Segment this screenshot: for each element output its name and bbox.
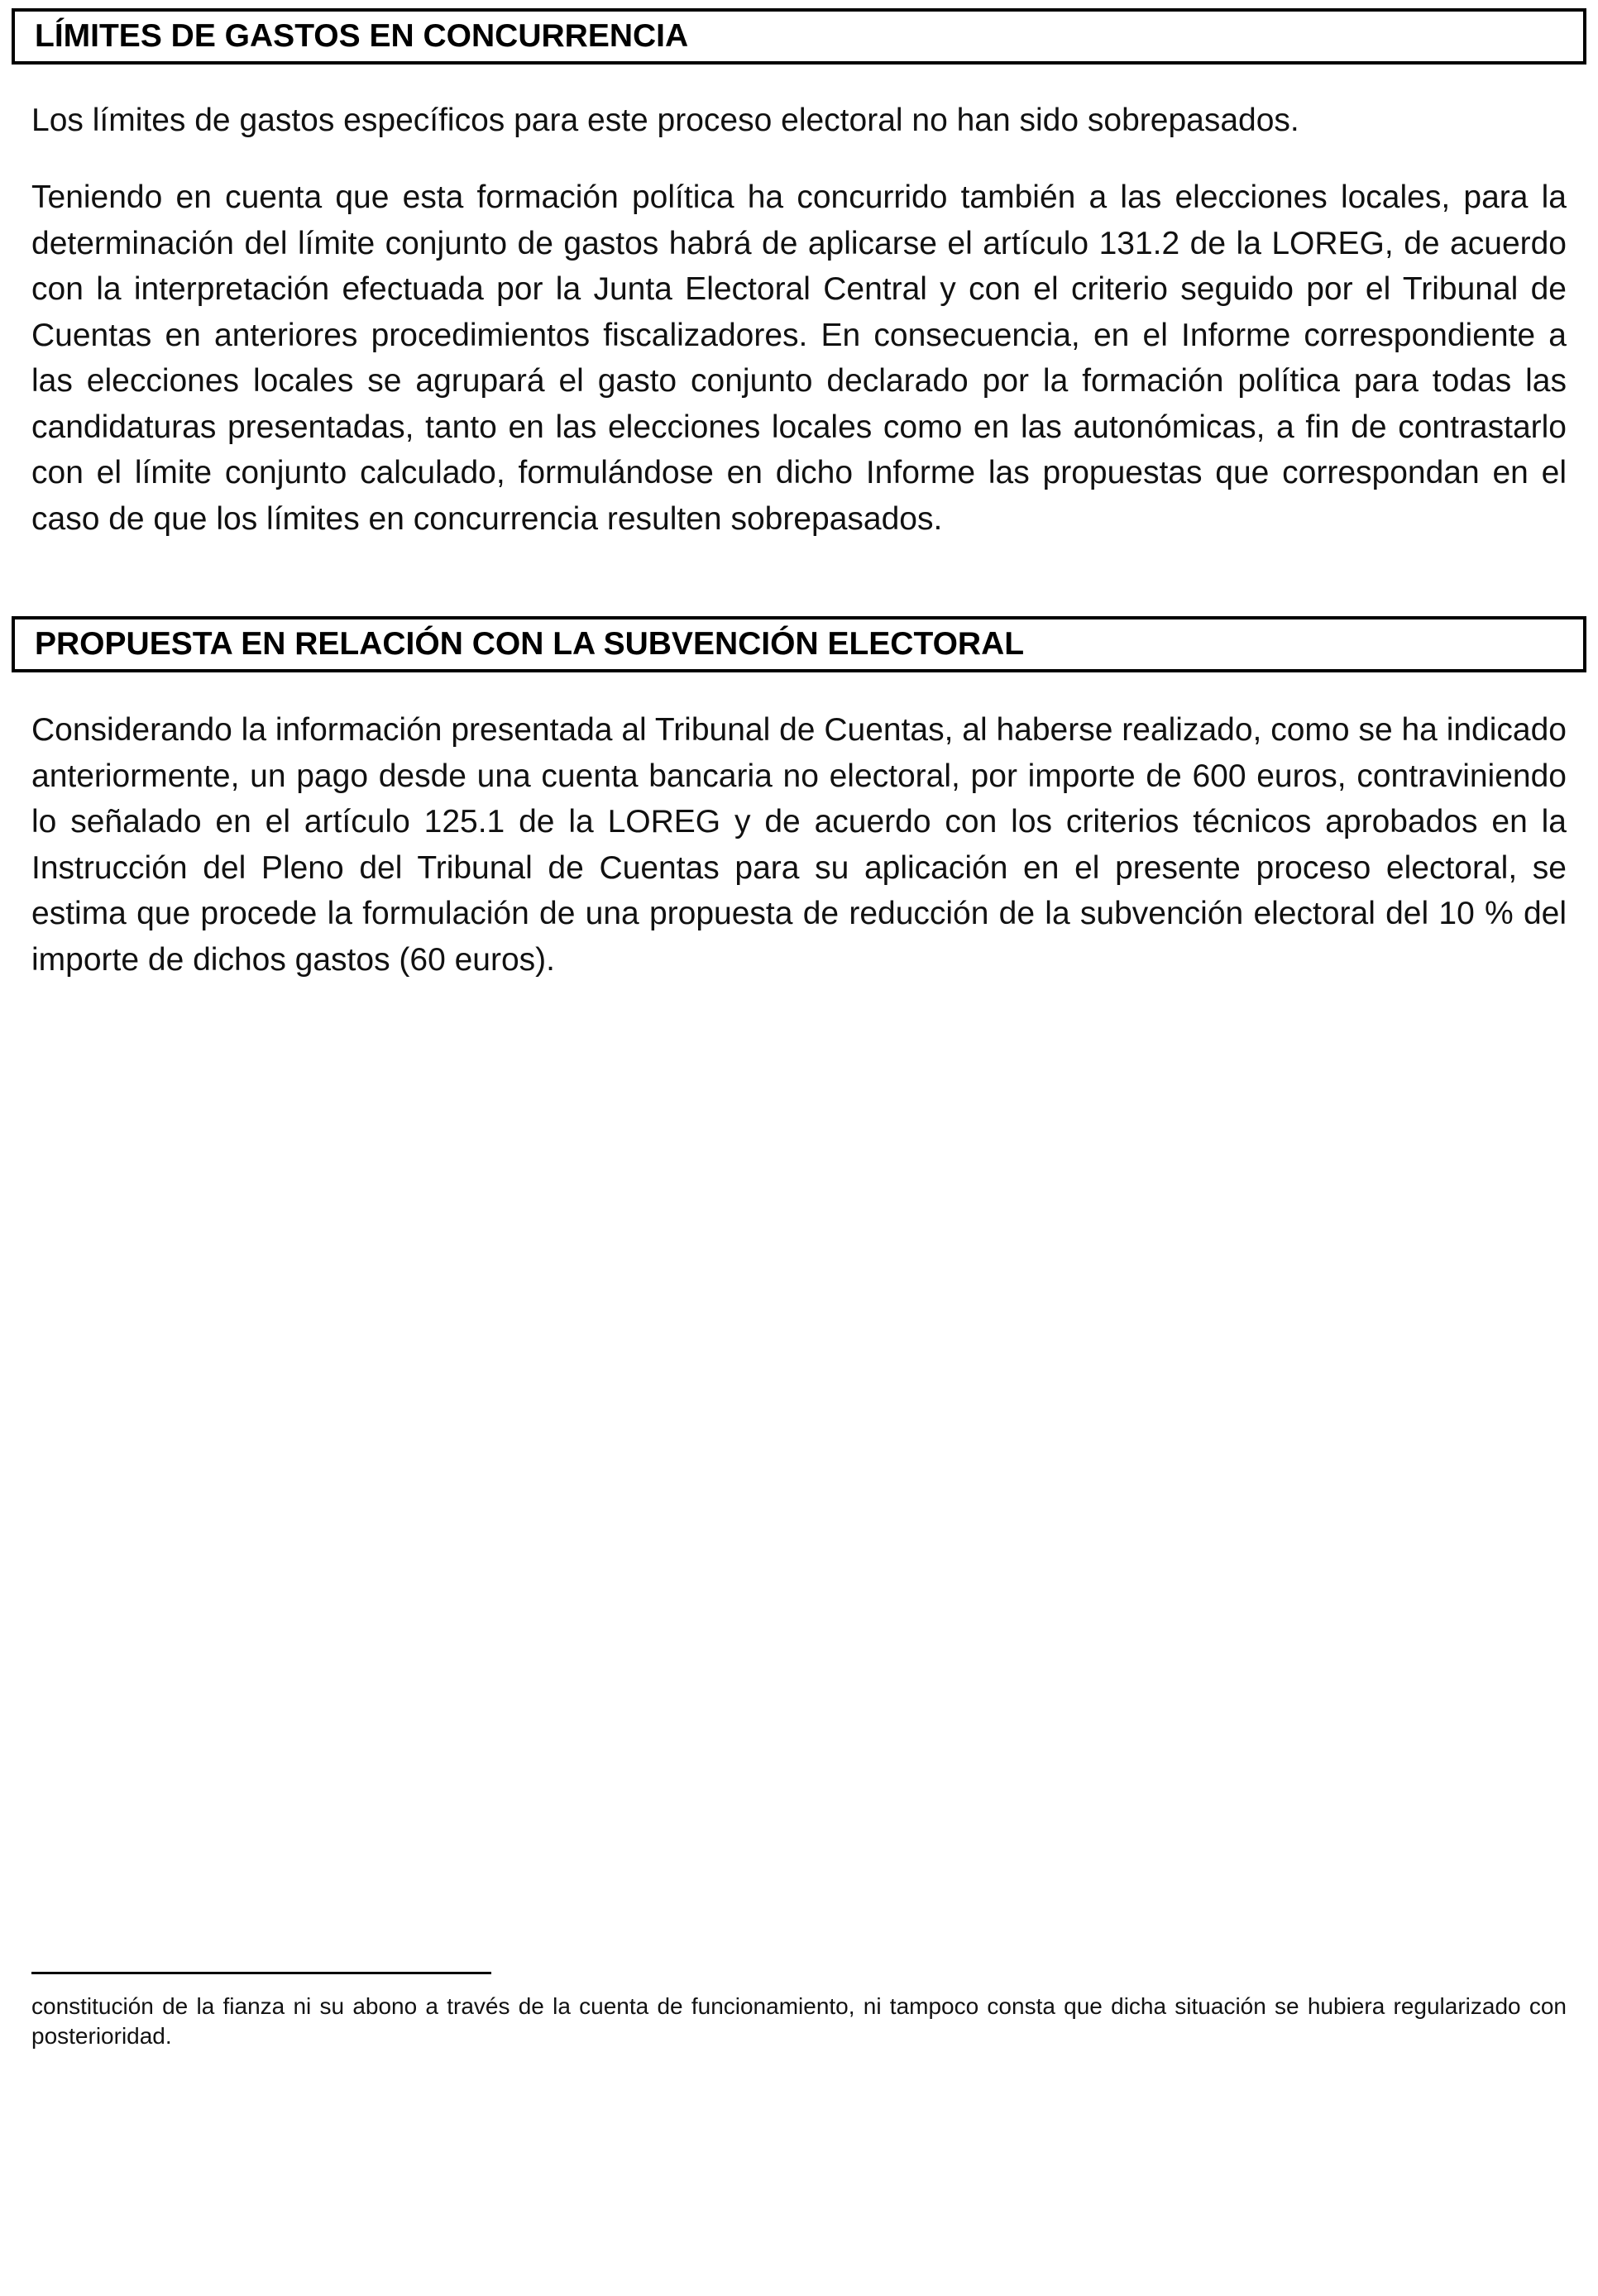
section-title: LÍMITES DE GASTOS EN CONCURRENCIA bbox=[35, 18, 689, 54]
footnote-text: constitución de la fianza ni su abono a través de la cuenta de funcionamiento, ni tampoco consta que dicha situación se hubiera regularizado con posterioridad. bbox=[31, 1993, 1567, 2049]
footnote-divider bbox=[31, 1972, 491, 1974]
paragraph: Los límites de gastos específicos para este proceso electoral no han sido sobrepasados. bbox=[31, 103, 1299, 138]
section-title: PROPUESTA EN RELACIÓN CON LA SUBVENCIÓN ELECTORAL bbox=[35, 626, 1025, 662]
paragraph: Considerando la información presentada al Tribunal de Cuentas, al haberse realizado, como se ha indicado anteriormente, un pago desde una cuenta bancaria no electoral, por importe de 600 euros, contraviniendo lo señalado en el artículo 125.1 de la LOREG y de acuerdo con los criterios técnicos aprobados en la Instrucción del Pleno del Tribunal de Cuentas para su aplicación en el presente proceso electoral, se estima que procede la formulación de una propuesta de reducción de la subvención electoral del 10 % del importe de dichos gastos (60 euros). bbox=[31, 712, 1567, 978]
paragraph: Teniendo en cuenta que esta formación política ha concurrido también a las elecciones locales, para la determinación del límite conjunto de gastos habrá de aplicarse el artículo 131.2 de la LOREG, de acuerdo con la interpretación efectuada por la Junta Electoral Central y con el criterio seguido por el Tribunal de Cuentas en anteriores procedimientos fiscalizadores. En consecuencia, en el Informe correspondiente a las elecciones locales se agrupará el gasto conjunto declarado por la formación política para todas las candidaturas presentadas, tanto en las elecciones locales como en las autonómicas, a fin de contrastarlo con el límite conjunto calculado, formulándose en dicho Informe las propuestas que correspondan en el caso de que los límites en concurrencia resulten sobrepasados. bbox=[31, 179, 1567, 537]
section-header-propuesta bbox=[12, 616, 1586, 672]
section-header-limites bbox=[12, 8, 1586, 65]
